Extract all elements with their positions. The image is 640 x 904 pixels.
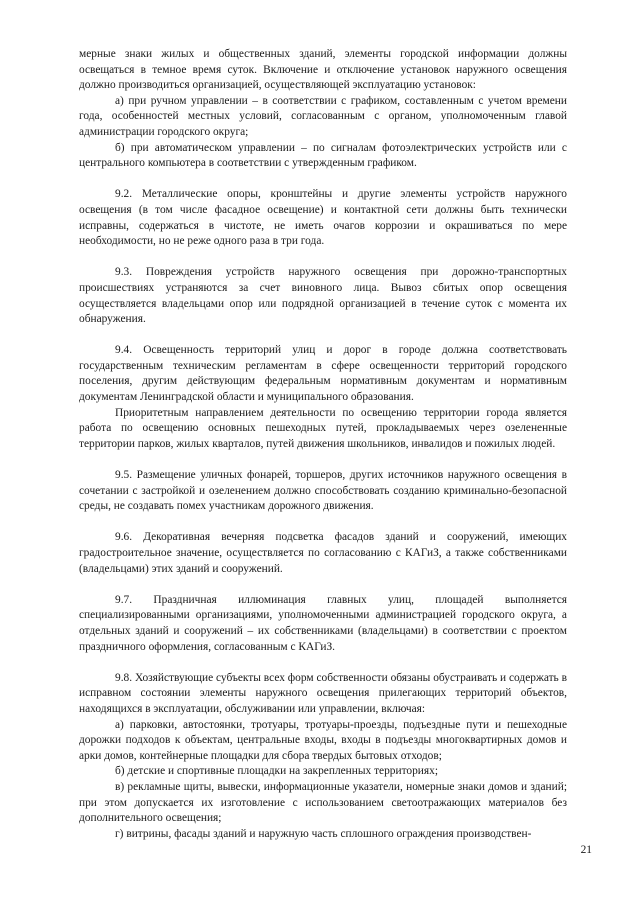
paragraph-9-8-item-g: г) витрины, фасады зданий и наружную часть сплошного ограждения производствен- bbox=[115, 827, 532, 840]
paragraph-9-7: 9.7. Праздничная иллюминация главных улиц, площадей выполняется специализированными организациями, уполномоченными администрацией городского округа, а отдельных зданий и сооружений – их собственниками (владельцами) в соответствии с проектом праздничного оформления, согласованным с КАГиЗ. bbox=[79, 593, 567, 653]
paragraph-item-b-automatic: б) при автоматическом управлении – по сигналам фотоэлектрических устройств или с центрального компьютера в соответствии с утвержденным графиком. bbox=[79, 141, 567, 170]
paragraph-9-8-item-b: б) детские и спортивные площадки на закрепленных территориях; bbox=[115, 765, 439, 778]
paragraph-item-a-manual: а) при ручном управлении – в соответствии с графиком, составленным с учетом времени года, особенностей местных условий, согласованным с органом, уполномоченным главой администрации городского округа; bbox=[79, 94, 567, 138]
paragraph-9-4: 9.4. Освещенность территорий улиц и дорог в городе должна соответствовать государственным техническим регламентам в сфере освещенности территорий городского поселения, другим действующим федеральным нормативным документам и нормативным документам Ленинградской области и муниципального образования. bbox=[79, 344, 567, 404]
paragraph-9-5: 9.5. Размещение уличных фонарей, торшеров, других источников наружного освещения в сочетании с застройкой и озеленением должно способствовать созданию криминально-безопасной среды, не создавать помех участникам дорожного движения. bbox=[79, 469, 567, 513]
paragraph-9-2: 9.2. Металлические опоры, кронштейны и другие элементы устройств наружного освещения (в том числе фасадное освещение) и контактной сети должны быть технически исправны, содержаться в чистоте, не иметь очагов коррозии и окрашиваться по мере необходимости, но не реже одного раза в три года. bbox=[79, 188, 567, 248]
paragraph-9-8-item-v: в) рекламные щиты, вывески, информационные указатели, номерные знаки домов и зданий; при этом допускается их изготовление с использованием светоотражающих материалов без дополнительного освещения; bbox=[79, 780, 567, 825]
paragraph-9-8-item-a: а) парковки, автостоянки, тротуары, тротуары-проезды, подъездные пути и пешеходные дорожки подходов к объектам, центральные входы, входы в подъезды многоквартирных домов и арки домов, контейнерные площадки для сбора твердых бытовых отходов; bbox=[79, 718, 567, 762]
page-number: 21 bbox=[580, 844, 592, 856]
paragraph-9-6: 9.6. Декоративная вечерняя подсветка фасадов зданий и сооружений, имеющих градостроительное значение, осуществляется по согласованию с КАГиЗ, а также собственниками (владельцами) этих зданий и сооружений. bbox=[79, 531, 567, 575]
paragraph-9-4-priority: Приоритетным направлением деятельности по освещению территории города является работа по освещению основных пешеходных путей, прокладываемых через озелененные территории парков, жилых кварталов, путей движения школьников, инвалидов и пожилых людей. bbox=[79, 406, 567, 450]
document-body bbox=[79, 47, 567, 842]
paragraph-continuation: мерные знаки жилых и общественных зданий, элементы городской информации должны освещаться в темное время суток. Включение и отключение установок наружного освещения должно производиться организацией, осуществляющей эксплуатацию установок: bbox=[79, 48, 567, 92]
paragraph-9-3: 9.3. Повреждения устройств наружного освещения при дорожно-транспортных происшествиях устраняются за счет виновного лица. Вывоз сбитых опор освещения осуществляется владельцами опор или подрядной организацией в течение суток с момента их обнаружения. bbox=[79, 266, 567, 326]
paragraph-9-8: 9.8. Хозяйствующие субъекты всех форм собственности обязаны обустраивать и содержать в исправном состоянии элементы наружного освещения прилегающих территорий объектов, находящихся в эксплуатации, обслуживании или управлении, включая: bbox=[79, 671, 567, 715]
